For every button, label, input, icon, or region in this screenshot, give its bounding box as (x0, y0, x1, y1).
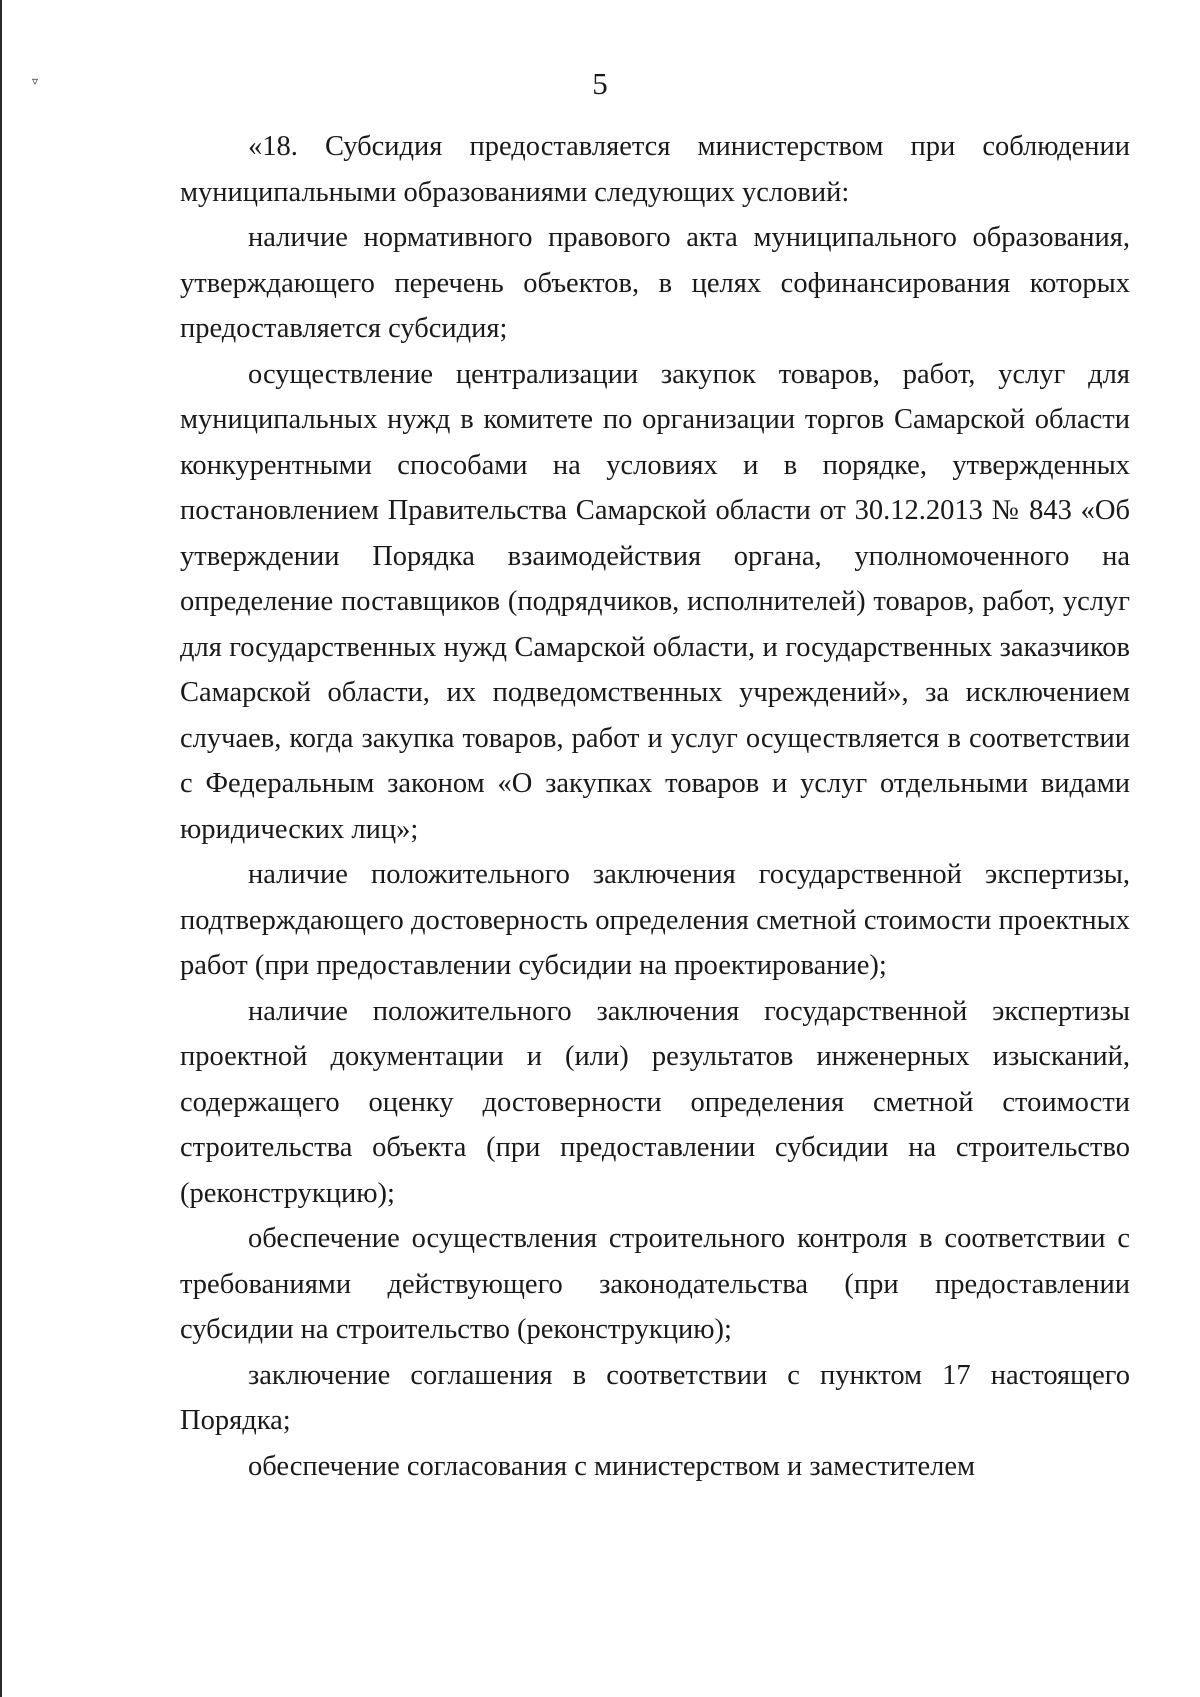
paragraph-agreement: заключение соглашения в соответствии с пунктом 17 настоящего Порядка; (180, 1359, 1130, 1436)
scan-left-edge (0, 0, 2, 1697)
paragraph-approval: обеспечение согласования с министерством и заместителем (248, 1450, 976, 1482)
scan-artifact-mark: ▿ (32, 74, 39, 88)
document-body (180, 124, 1130, 1489)
paragraph-construction-expertise: наличие положительного заключения государственной экспертизы проектной документации и (или) результатов инженерных изысканий, содержащего оценку достоверности определения сметной стоимости строительства объекта (при предоставлении субсидии на строительство (реконструкцию); (180, 995, 1130, 1209)
paragraph-construction-control: обеспечение осуществления строительного контроля в соответствии с требованиями действующего законодательства (при предоставлении субсидии на строительство (реконструкцию); (180, 1223, 1130, 1345)
paragraph-design-expertise: наличие положительного заключения государственной экспертизы, подтверждающего достоверность определения сметной стоимости проектных работ (при предоставлении субсидии на проектирование); (180, 859, 1130, 981)
paragraph-clause-18-intro: «18. Субсидия предоставляется министерством при соблюдении муниципальными образованиями следующих условий: (180, 131, 1130, 208)
paragraph-normative-act: наличие нормативного правового акта муниципального образования, утверждающего перечень объектов, в целях софинансирования которых предоставляется субсидия; (180, 222, 1130, 344)
page-number: 5 (592, 66, 608, 101)
paragraph-procurement-centralization: осуществление централизации закупок товаров, работ, услуг для муниципальных нужд в комитете по организации торгов Самарской области конкурентными способами на условиях и в порядке, утвержденных постановлением Правительства Самарской области от 30.12.2013 № 843 «Об утверждении Порядка взаимодействия органа, уполномоченного на определение поставщиков (подрядчиков, исполнителей) товаров, работ, услуг для государственных нужд Самарской области, и государственных заказчиков Самарской области, их подведомственных учреждений», за исключением случаев, когда закупка товаров, работ и услуг осуществляется в соответствии с Федеральным законом «О закупках товаров и услуг отдельными видами юридических лиц»; (180, 358, 1130, 845)
